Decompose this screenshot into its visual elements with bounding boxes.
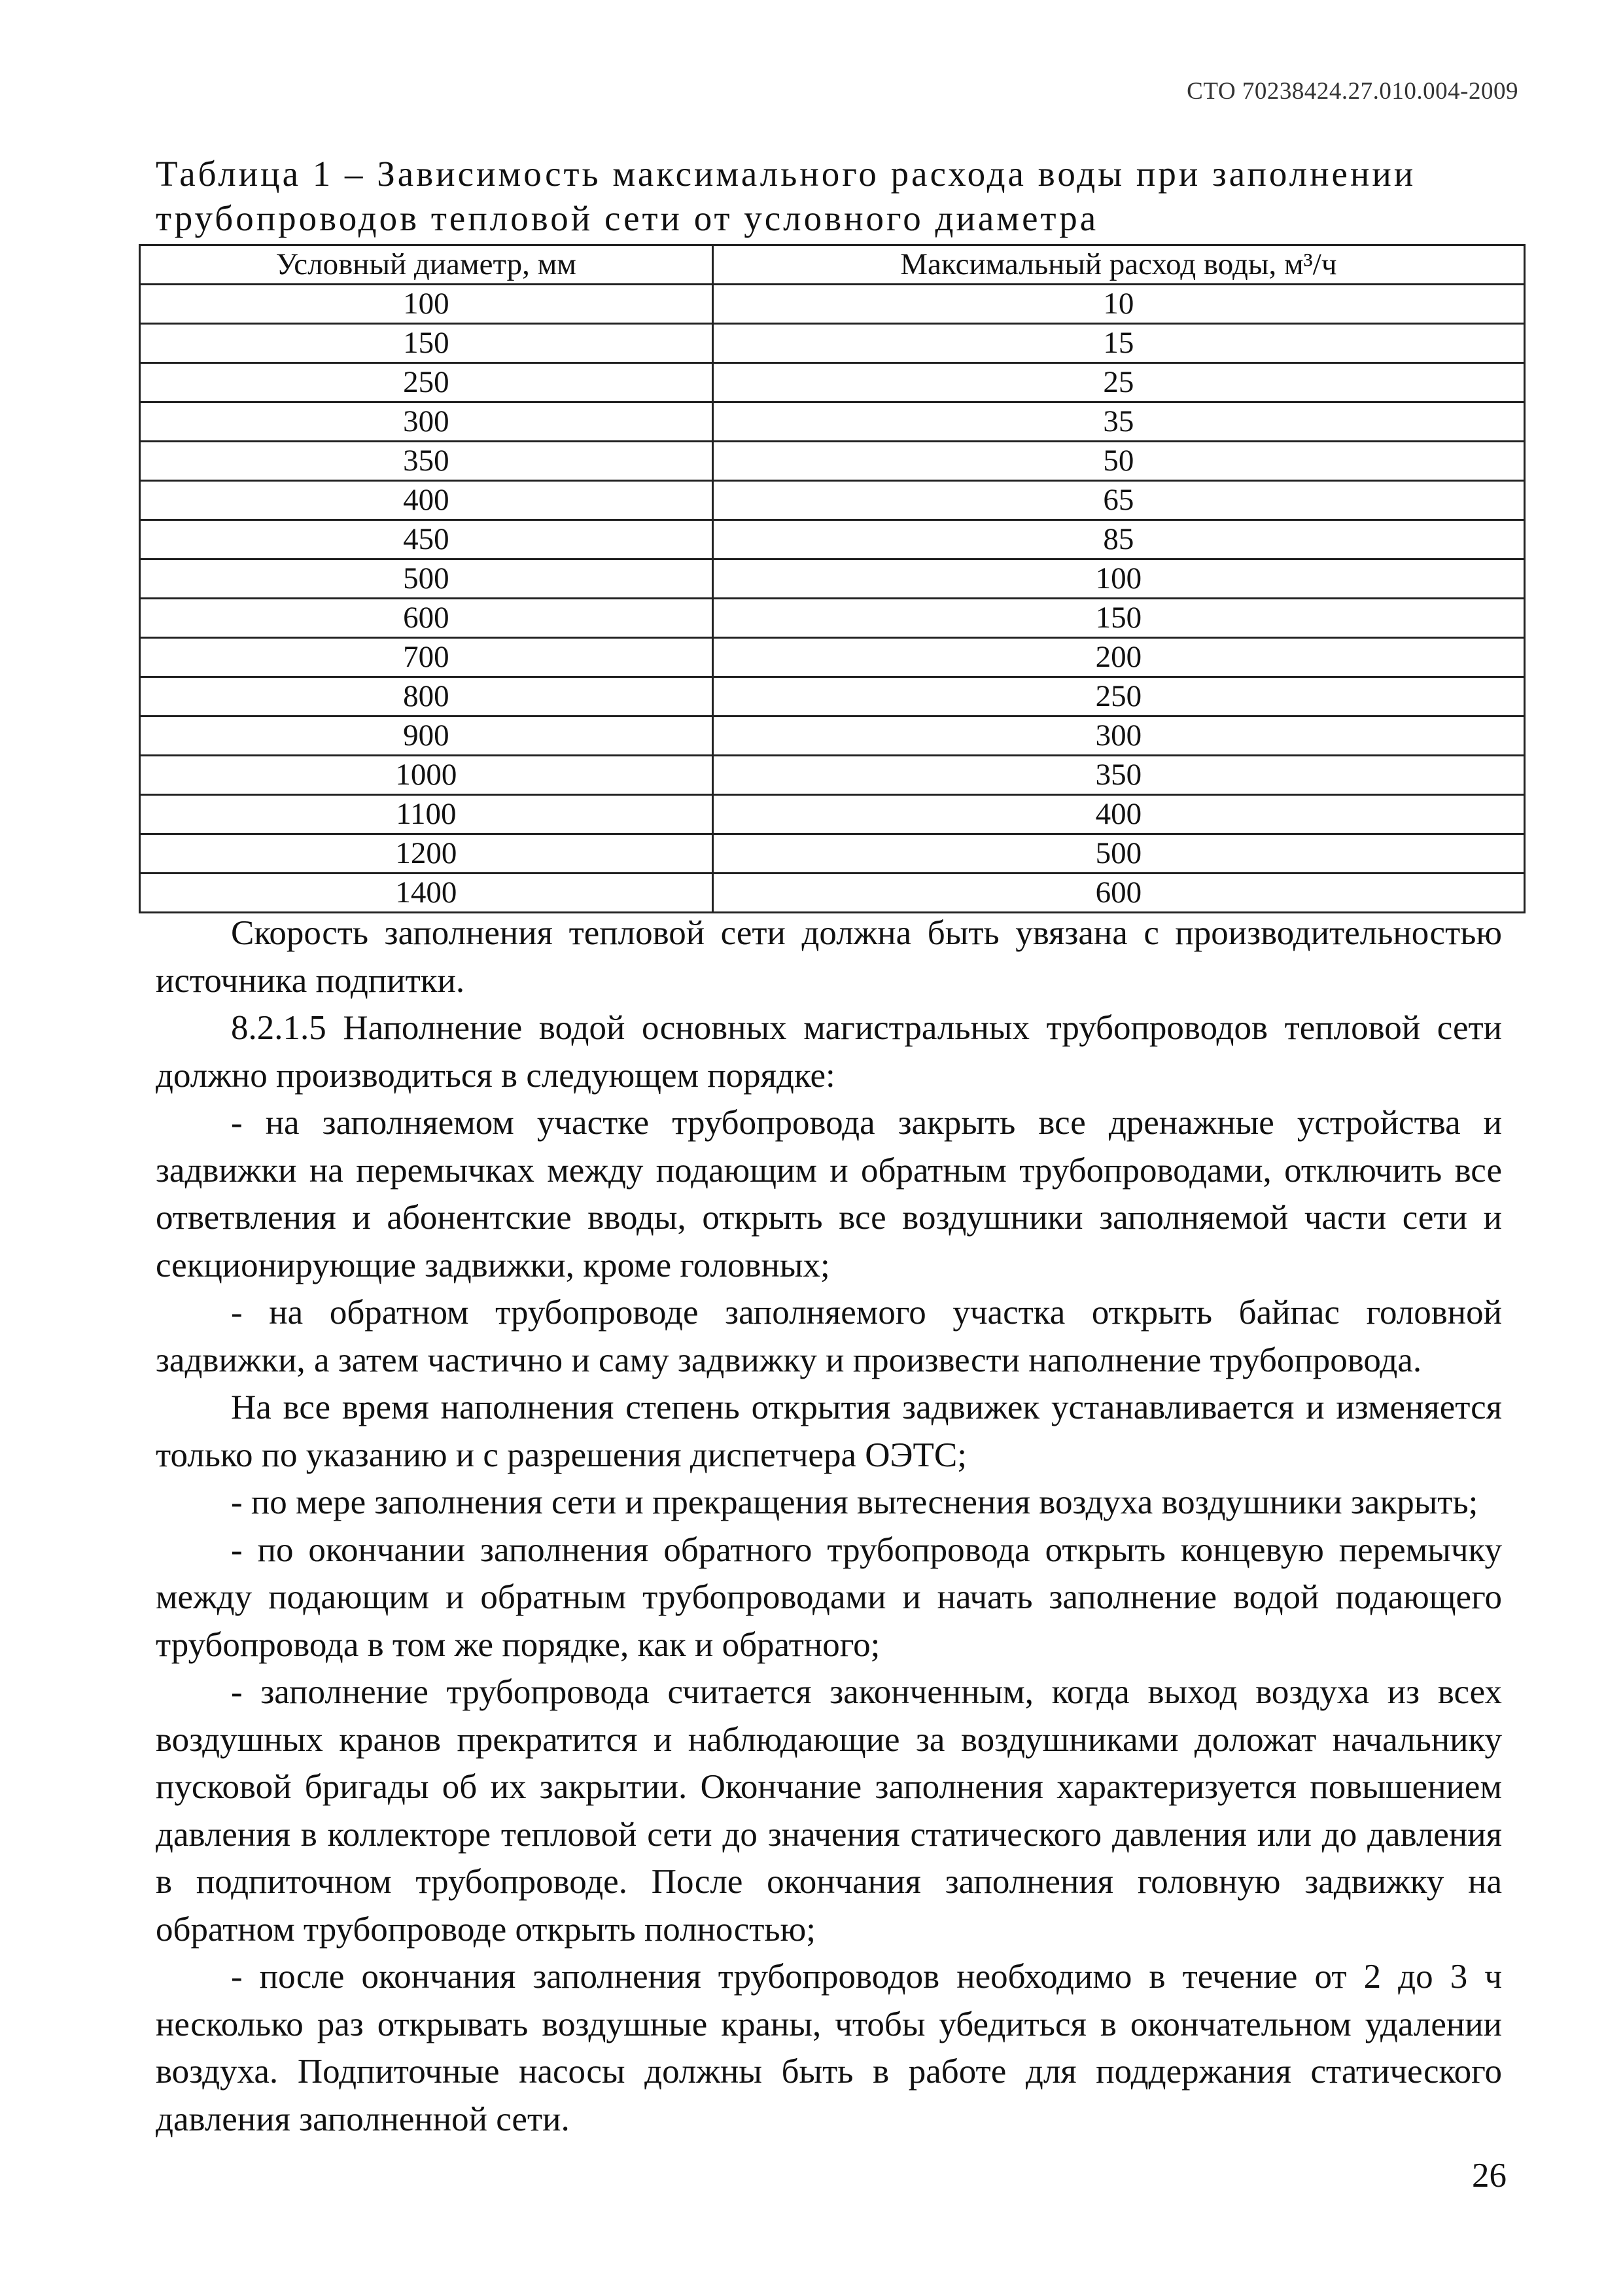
table-row <box>140 716 1525 756</box>
table-row <box>140 677 1525 716</box>
cell-diameter: 400 <box>140 481 713 520</box>
table-body <box>140 285 1525 913</box>
cell-flow-rate: 15 <box>712 324 1524 363</box>
table-row <box>140 559 1525 599</box>
table-row <box>140 285 1525 324</box>
list-item: - по мере заполнения сети и прекращения вытеснения воздуха воздушники закрыть; <box>231 1483 1478 1521</box>
cell-flow-rate: 65 <box>712 481 1524 520</box>
cell-flow-rate: 350 <box>712 756 1524 795</box>
cell-flow-rate: 100 <box>712 559 1524 599</box>
cell-flow-rate: 300 <box>712 716 1524 756</box>
cell-flow-rate: 85 <box>712 520 1524 559</box>
list-item: - на обратном трубопроводе заполняемого участка открыть байпас головной задвижки, а затем частично и саму задвижку и произвести наполнение трубопровода. <box>156 1294 1502 1379</box>
cell-diameter: 150 <box>140 324 713 363</box>
cell-flow-rate: 150 <box>712 599 1524 638</box>
list-item: - после окончания заполнения трубопроводов необходимо в течение от 2 до 3 ч несколько раз открывать воздушные краны, чтобы убедиться в окончательном удалении воздуха. Подпиточные насосы должны быть в работе для поддержания статического давления заполненной сети. <box>156 1958 1502 2138</box>
table-row <box>140 756 1525 795</box>
table-header-row <box>140 245 1525 285</box>
table-row <box>140 442 1525 481</box>
cell-diameter: 1200 <box>140 834 713 874</box>
cell-diameter: 800 <box>140 677 713 716</box>
cell-diameter: 600 <box>140 599 713 638</box>
cell-flow-rate: 500 <box>712 834 1524 874</box>
list-item: - по окончании заполнения обратного трубопровода открыть концевую перемычку между подающим и обратным трубопроводами и начать заполнение водой подающего трубопровода в том же порядке, как и обратного; <box>156 1530 1502 1664</box>
table-row <box>140 599 1525 638</box>
cell-flow-rate: 25 <box>712 363 1524 402</box>
cell-diameter: 500 <box>140 559 713 599</box>
table-row <box>140 874 1525 913</box>
table-row <box>140 638 1525 677</box>
cell-diameter: 100 <box>140 285 713 324</box>
cell-diameter: 1100 <box>140 795 713 834</box>
body-text <box>156 910 1502 2143</box>
table-row <box>140 402 1525 442</box>
cell-diameter: 450 <box>140 520 713 559</box>
table-row <box>140 363 1525 402</box>
paragraph: Скорость заполнения тепловой сети должна быть увязана с производительностью источника подпитки. <box>156 914 1502 1000</box>
cell-flow-rate: 50 <box>712 442 1524 481</box>
cell-diameter: 1000 <box>140 756 713 795</box>
cell-flow-rate: 10 <box>712 285 1524 324</box>
cell-diameter: 250 <box>140 363 713 402</box>
flow-rate-table <box>139 244 1526 913</box>
cell-flow-rate: 600 <box>712 874 1524 913</box>
table-row <box>140 834 1525 874</box>
list-item: - на заполняемом участке трубопровода закрыть все дренажные устройства и задвижки на перемычках между подающим и обратным трубопроводами, отключить все ответвления и абонентские вводы, открыть все воздушники заполняемой части сети и секционирующие задвижки, кроме головных; <box>156 1104 1502 1284</box>
column-header-flow-rate: Максимальный расход воды, м³/ч <box>712 245 1524 285</box>
page-number: 26 <box>1472 2157 1507 2195</box>
table-row <box>140 481 1525 520</box>
standard-code-header: СТО 70238424.27.010.004-2009 <box>1187 78 1518 105</box>
column-header-diameter: Условный диаметр, мм <box>140 245 713 285</box>
cell-diameter: 350 <box>140 442 713 481</box>
paragraph: На все время наполнения степень открытия задвижек устанавливается и изменяется только по указанию и с разрешения диспетчера ОЭТС; <box>156 1388 1502 1474</box>
cell-flow-rate: 200 <box>712 638 1524 677</box>
paragraph: 8.2.1.5 Наполнение водой основных магистральных трубопроводов тепловой сети должно производиться в следующем порядке: <box>156 1009 1502 1095</box>
table-row <box>140 795 1525 834</box>
cell-diameter: 1400 <box>140 874 713 913</box>
cell-flow-rate: 400 <box>712 795 1524 834</box>
cell-flow-rate: 35 <box>712 402 1524 442</box>
list-item: - заполнение трубопровода считается законченным, когда выход воздуха из всех воздушных кранов прекратится и наблюдающие за воздушниками доложат начальнику пусковой бригады об их закрытии. Окончание заполнения характеризуется повышением давления в коллекторе тепловой сети до значения статического давления или до давления в подпиточном трубопроводе. После окончания заполнения головную задвижку на обратном трубопроводе открыть полностью; <box>156 1673 1502 1949</box>
table-row <box>140 324 1525 363</box>
table-caption: Таблица 1 – Зависимость максимального расхода воды при заполнении трубопроводов тепловой сети от условного диаметра <box>156 154 1416 238</box>
table-row <box>140 520 1525 559</box>
cell-diameter: 300 <box>140 402 713 442</box>
cell-flow-rate: 250 <box>712 677 1524 716</box>
cell-diameter: 700 <box>140 638 713 677</box>
cell-diameter: 900 <box>140 716 713 756</box>
